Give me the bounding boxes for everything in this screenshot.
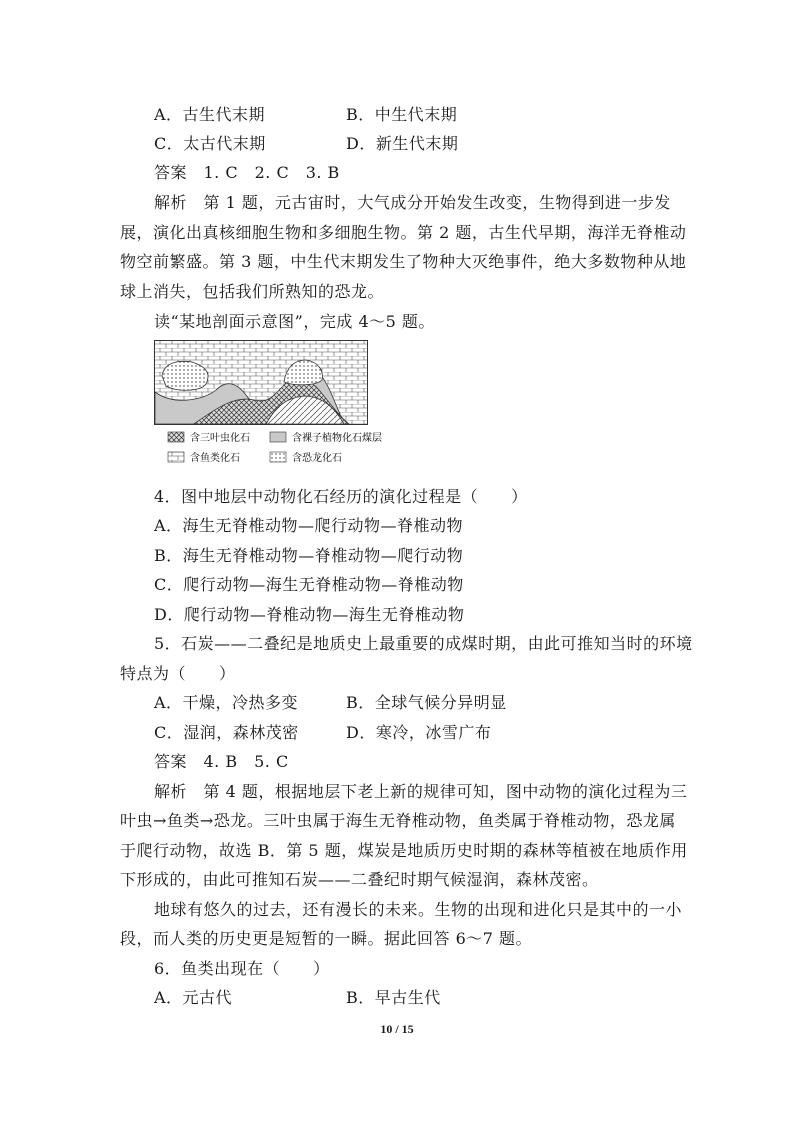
dinosaur-fossil-area (162, 361, 208, 390)
option-c: C．湿润，森林茂密 (154, 723, 299, 742)
legend-swatch-coal (270, 432, 286, 442)
option-c: C．爬行动物—海生无脊椎动物—脊椎动物 (154, 575, 464, 594)
analysis-line: 解析 第 1 题，元古宙时，大气成分开始发生改变，生物得到进一步发 (154, 193, 671, 212)
option-a: A．海生无脊椎动物—爬行动物—脊椎动物 (154, 516, 464, 535)
page-number: 10 / 15 (380, 1022, 414, 1036)
legend-label: 含裸子植物化石煤层 (292, 433, 382, 444)
option-a: A．古生代末期 (154, 105, 266, 124)
option-d: D．爬行动物—脊椎动物—海生无脊椎动物 (154, 605, 465, 624)
legend-swatch-fish (168, 452, 184, 462)
legend-swatch-dinosaur (270, 452, 286, 462)
option-b: B．早古生代 (346, 988, 441, 1007)
option-b: B．海生无脊椎动物—脊椎动物—爬行动物 (154, 546, 464, 565)
legend-label: 含三叶虫化石 (190, 433, 250, 444)
question-intro: 读“某地剖面示意图”，完成 4～5 题。 (154, 312, 435, 331)
question-stem: 4．图中地层中动物化石经历的演化过程是（ ） (154, 487, 528, 506)
option-a: A．干燥，冷热多变 (154, 693, 299, 712)
answer-line: 答案 1. C 2. C 3. B (154, 163, 340, 182)
option-d: D．新生代末期 (346, 134, 459, 153)
question-stem: 5．石炭——二叠纪是地质史上最重要的成煤时期，由此可推知当时的环境 (154, 634, 693, 653)
option-b: B．中生代末期 (346, 105, 458, 124)
passage-line: 地球有悠久的过去，还有漫长的未来。生物的出现和进化只是其中的一小 (154, 900, 683, 919)
question-stem: 特点为（ ） (120, 664, 236, 683)
analysis-line: 物空前繁盛。第 3 题，中生代末期发生了物种大灭绝事件，绝大多数物种从地 (120, 252, 687, 271)
option-b: B．全球气候分异明显 (346, 693, 507, 712)
legend-label: 含恐龙化石 (292, 453, 342, 464)
passage-line: 段，而人类的历史更是短暂的一瞬。据此回答 6～7 题。 (120, 929, 533, 948)
legend-label: 含鱼类化石 (190, 453, 240, 464)
analysis-line: 于爬行动物，故选 B．第 5 题，煤炭是地质历史时期的森林等植被在地质作用 (120, 841, 688, 860)
geologic-section-figure (154, 340, 382, 470)
analysis-line: 展，演化出真核细胞生物和多细胞生物。第 2 题，古生代早期，海洋无脊椎动 (120, 223, 687, 242)
analysis-line: 叶虫→鱼类→恐龙。三叶虫属于海生无脊椎动物，鱼类属于脊椎动物，恐龙属 (120, 811, 676, 830)
option-a: A．元古代 (154, 988, 233, 1007)
analysis-line: 球上消失，包括我们所熟知的恐龙。 (120, 282, 385, 301)
legend-swatch-trilobite (168, 432, 184, 442)
answer-line: 答案 4. B 5. C (154, 752, 289, 771)
option-c: C．太古代末期 (154, 134, 266, 153)
option-d: D．寒冷，冰雪广布 (346, 723, 492, 742)
analysis-line: 下形成的，由此可推知石炭——二叠纪时期气候湿润，森林茂密。 (120, 870, 599, 889)
analysis-line: 解析 第 4 题，根据地层下老上新的规律可知，图中动物的演化过程为三 (154, 782, 688, 801)
question-stem: 6．鱼类出现在（ ） (154, 959, 330, 978)
